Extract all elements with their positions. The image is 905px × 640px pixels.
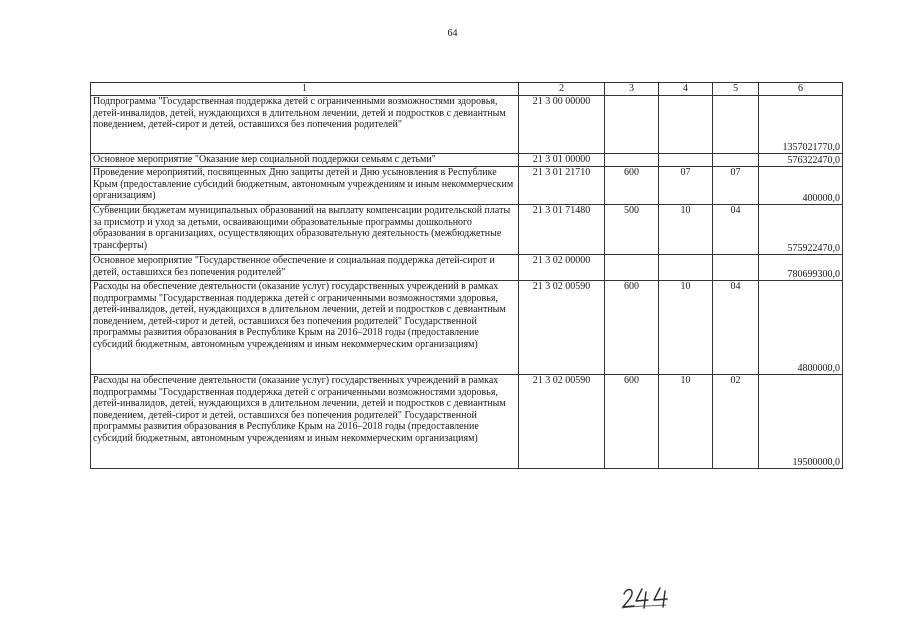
table-header-row [91,83,843,96]
row-expense-type: 600 [605,281,659,375]
row-code: 21 3 02 00590 [519,281,605,375]
row-sum: 576322470,0 [759,154,843,167]
row-subsection [713,255,759,281]
table-row [91,154,843,167]
budget-table [90,82,843,469]
row-section: 10 [659,205,713,255]
handwritten-page-number [620,584,680,610]
column-header: 5 [713,83,759,96]
column-header: 2 [519,83,605,96]
row-subsection: 02 [713,375,759,469]
row-expense-type [605,255,659,281]
row-section: 10 [659,281,713,375]
row-subsection: 04 [713,281,759,375]
row-name: Основное мероприятие "Государственное обеспечение и социальная поддержка детей-сирот и детей, оставшихся без попечения родителей" [91,255,519,281]
row-code: 21 3 02 00590 [519,375,605,469]
row-expense-type: 600 [605,375,659,469]
row-name: Проведение мероприятий, посвященных Дню защиты детей и Дню усыновления в Республике Крым (предоставление субсидий бюджетным, автономным учреждениям и иным некоммерческим организациям) [91,167,519,205]
row-name: Подпрограмма "Государственная поддержка детей с ограниченными возможностями здоровья, детей-инвалидов, детей, нуждающихся в длительном лечении, детей и подростков с девиантным поведением, детей-сирот и детей, оставшихся без попечения родителей" [91,96,519,154]
column-header: 6 [759,83,843,96]
row-sum: 400000,0 [759,167,843,205]
row-expense-type: 500 [605,205,659,255]
row-code: 21 3 00 00000 [519,96,605,154]
row-code: 21 3 01 71480 [519,205,605,255]
row-code: 21 3 01 00000 [519,154,605,167]
page-number: 64 [447,28,458,39]
table-row [91,375,843,469]
row-sum: 4800000,0 [759,281,843,375]
row-section: 07 [659,167,713,205]
row-name: Расходы на обеспечение деятельности (оказание услуг) государственных учреждений в рамках подпрограммы "Государственная поддержка детей с ограниченными возможностями здоровья, детей-инвалидов, детей, нуждающихся в длительном лечении, детей и подростков с девиантным поведением, детей-сирот и детей, оставшихся без попечения родителей" Государственной программы развития образования в Республике Крым на 2016–2018 годы (предоставление субсидий бюджетным, автономным учреждениям и иным некоммерческим организациям) [91,281,519,375]
column-header: 4 [659,83,713,96]
row-name: Субвенции бюджетам муниципальных образований на выплату компенсации родительской платы за присмотр и уход за детьми, осваивающими образовательные программы дошкольного образования в организациях, осуществляющих образовательную деятельность (межбюджетные трансферты) [91,205,519,255]
table-row [91,96,843,154]
table-row [91,255,843,281]
table-row [91,281,843,375]
row-section [659,255,713,281]
row-subsection: 07 [713,167,759,205]
row-expense-type [605,96,659,154]
column-header: 1 [91,83,519,96]
row-sum: 575922470,0 [759,205,843,255]
row-subsection [713,96,759,154]
row-code: 21 3 01 21710 [519,167,605,205]
row-code: 21 3 02 00000 [519,255,605,281]
table-row [91,205,843,255]
row-sum: 19500000,0 [759,375,843,469]
row-section [659,96,713,154]
table-row [91,167,843,205]
row-subsection: 04 [713,205,759,255]
row-name: Основное мероприятие "Оказание мер социальной поддержки семьям с детьми" [91,154,519,167]
row-section: 10 [659,375,713,469]
row-name: Расходы на обеспечение деятельности (оказание услуг) государственных учреждений в рамках подпрограммы "Государственная поддержка детей с ограниченными возможностями здоровья, детей-инвалидов, детей, нуждающихся в длительном лечении, детей и подростков с девиантным поведением, детей-сирот и детей, оставшихся без попечения родителей" Государственной программы развития образования в Республике Крым на 2016–2018 годы (предоставление субсидий бюджетным, автономным учреждениям и иным некоммерческим организациям) [91,375,519,469]
row-subsection [713,154,759,167]
column-header: 3 [605,83,659,96]
row-sum: 780699300,0 [759,255,843,281]
row-expense-type: 600 [605,167,659,205]
row-expense-type [605,154,659,167]
row-section [659,154,713,167]
row-sum: 1357021770,0 [759,96,843,154]
